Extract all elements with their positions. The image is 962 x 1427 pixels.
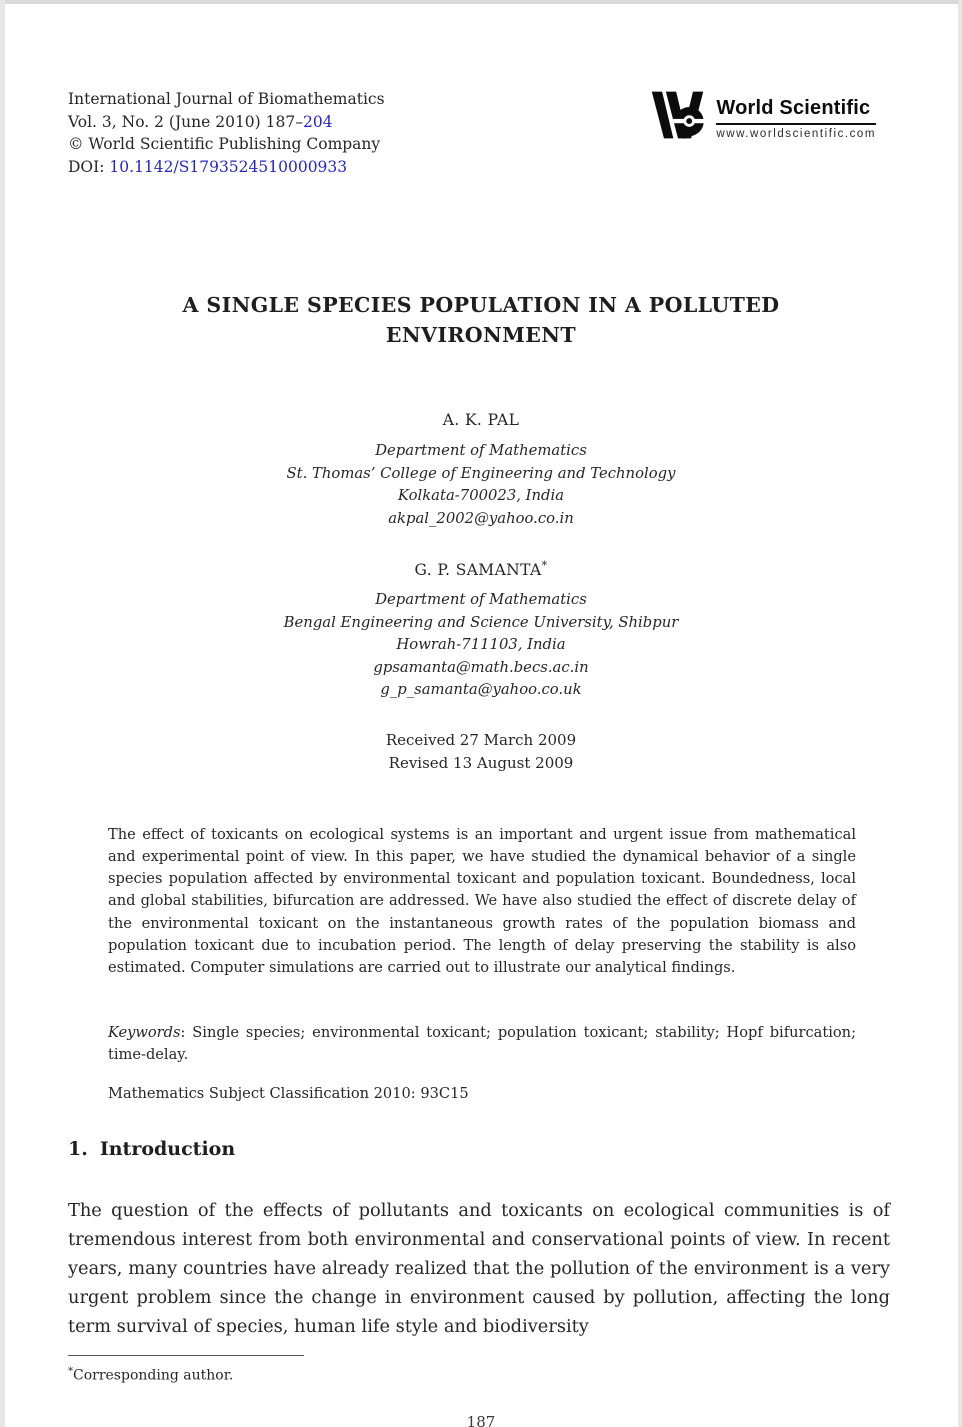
logo-url: www.worldscientific.com	[716, 128, 876, 140]
affiliation-line: St. Thomas’ College of Engineering and Technology	[286, 464, 676, 482]
end-page-link[interactable]: 204	[302, 112, 333, 131]
title-line-2: ENVIRONMENT	[385, 323, 577, 347]
author-2-marker: *	[541, 559, 548, 572]
author-name-2	[0, 559, 962, 579]
email-line: g_p_samanta@yahoo.co.uk	[380, 681, 582, 698]
page-edge-left	[0, 0, 5, 1427]
author-name-1	[0, 409, 962, 429]
title-line-1: A SINGLE SPECIES POPULATION IN A POLLUTED	[182, 293, 780, 317]
revised-line: Revised 13 August 2009	[388, 754, 574, 772]
volume-line	[68, 111, 385, 134]
affiliation-line: Howrah-711103, India	[396, 636, 566, 653]
section-title: Introduction	[99, 1138, 236, 1160]
keywords-label: Keywords	[108, 1023, 181, 1041]
page-number: 187	[466, 1413, 496, 1427]
affiliation-line: Bengal Engineering and Science University, Shibpur	[283, 613, 679, 631]
footnote-rule	[68, 1355, 304, 1356]
msc-line: Mathematics Subject Classification 2010: 93C15	[108, 1084, 469, 1102]
author-1-text: A. K. PAL	[442, 411, 520, 430]
copyright-line: © World Scientific Publishing Company	[68, 135, 381, 153]
section-number: 1.	[68, 1138, 88, 1160]
doi-link[interactable]: 10.1142/S1793524510000933	[109, 157, 348, 176]
author-1-affiliation	[0, 440, 962, 530]
page-edge-top	[0, 0, 962, 4]
keywords-text: : Single species; environmental toxicant; population toxicant; stability; Hopf bifurcation; time-delay.	[108, 1023, 856, 1063]
affiliation-line: Department of Mathematics	[375, 591, 587, 608]
logo-text	[716, 88, 876, 140]
paper-title	[0, 290, 962, 350]
logo-wordmark: World Scientific	[716, 97, 876, 125]
volume-text: Vol. 3, No. 2 (June 2010) 187–	[68, 112, 303, 131]
affiliation-line: Department of Mathematics	[375, 442, 587, 459]
footnote-text: Corresponding author.	[73, 1367, 234, 1384]
journal-header	[68, 88, 385, 178]
keywords-line	[108, 1022, 856, 1067]
journal-name: International Journal of Biomathematics	[68, 90, 385, 108]
email-line: akpal_2002@yahoo.co.in	[388, 509, 574, 527]
publisher-logo	[649, 88, 876, 142]
paper-history	[0, 729, 962, 775]
abstract: The effect of toxicants on ecological systems is an important and urgent issue from mathematical and experimental point of view. In this paper, we have studied the dynamical behavior of a single species population affected by environmental toxicant and population toxicant. Boundedness, local and global stabilities, bifurcation are addressed. We have also studied the effect of discrete delay of the environmental toxicant on the instantaneous growth rates of the population biomass and population toxicant due to incubation period. The length of delay preserving the stability is also estimated. Computer simulations are carried out to illustrate our analytical findings.	[108, 825, 856, 977]
affiliation-line: Kolkata-700023, India	[397, 487, 565, 504]
doi-line	[68, 156, 385, 179]
doi-label: DOI:	[68, 157, 110, 176]
author-2-text: G. P. SAMANTA	[414, 561, 542, 580]
received-line: Received 27 March 2009	[385, 731, 577, 749]
section-heading	[68, 1138, 235, 1160]
author-2-affiliation	[0, 589, 962, 702]
footnote-marker: *	[68, 1366, 73, 1377]
worldscientific-logo-icon	[649, 88, 707, 142]
intro-paragraph: The question of the effects of pollutants and toxicants on ecological communities is of tremendous interest from both environmental and conservational points of view. In recent years, many countries have already realized that the pollution of the environment is a very urgent problem since the change in environment caused by pollution, affecting the long term survival of species, human life style and biodiversity	[68, 1199, 890, 1337]
footnote	[68, 1366, 233, 1384]
email-line: gpsamanta@math.becs.ac.in	[373, 658, 589, 676]
page-edge-right	[958, 0, 962, 1427]
